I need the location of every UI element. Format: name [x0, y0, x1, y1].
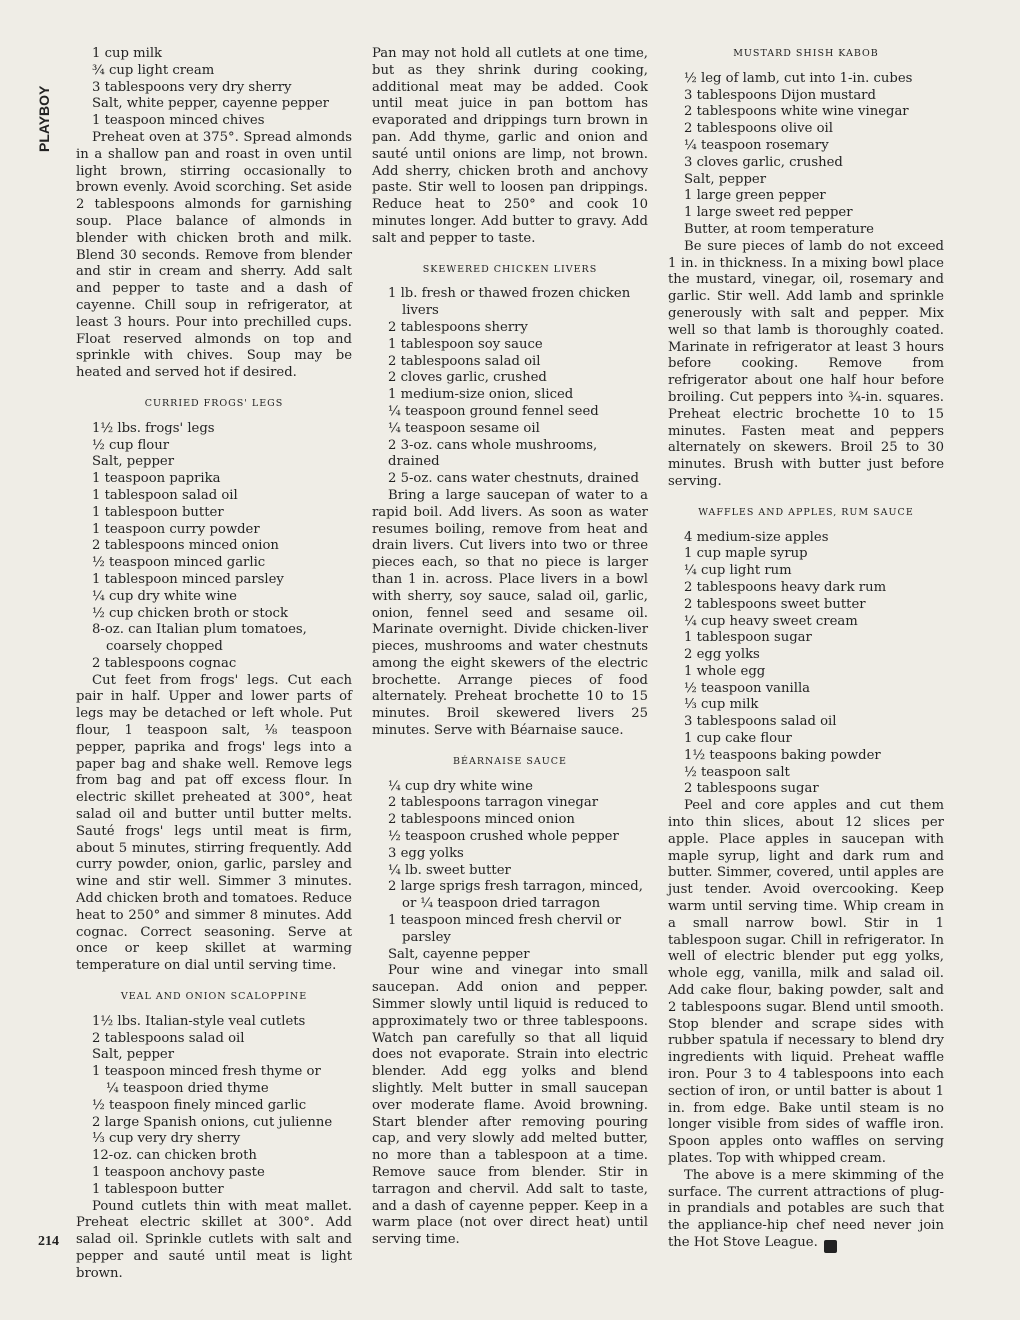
ingredient-list [76, 421, 352, 639]
ingredient-line: ⅓ cup very dry sherry [92, 1131, 241, 1147]
ingredient-line: ½ leg of lamb, cut into 1-in. cubes [684, 70, 913, 86]
ingredient-line: ½ teaspoon minced garlic [92, 555, 266, 571]
ingredient-line: Butter, at room temperature [684, 221, 874, 237]
ingredient-line: Salt, cayenne pepper [388, 946, 530, 962]
ingredient-line: 1 teaspoon minced fresh thyme or [92, 1064, 321, 1080]
ingredient-list [76, 46, 352, 130]
ingredient-line: ¼ teaspoon dried thyme [106, 1081, 269, 1097]
ingredient-line: 1 tablespoon minced parsley [92, 571, 284, 587]
ingredient-line: 2 tablespoons tarragon vinegar [388, 795, 599, 811]
ingredient-line: 2 tablespoons minced onion [92, 538, 279, 554]
ingredient-line: 1 cup cake flour [684, 731, 792, 747]
ingredient-list [76, 1098, 352, 1199]
ingredient-line: 1 medium-size onion, sliced [388, 387, 574, 403]
instructions: Cut feet from frogs' legs. Cut each pair in half. Upper and lower parts of legs may be detached or left whole. Put flour, 1 teaspoon salt, ⅛ teaspoon pepper, paprika and frogs' legs into a paper bag and shake well. Remove legs from bag and pat off excess flour. In electric skillet preheated at 300°, heat salad oil and butter until butter melts. Sauté frogs' legs until meat is firm, about 5 minutes, stirring frequently. Add curry powder, onion, garlic, parsley and wine and stir well. Simmer 3 minutes. Add chicken broth and tomatoes. Reduce heat to 250° and simmer 8 minutes. Add cognac. Correct seasoning. Serve at once or keep skillet at warming temperature on dial until serving time. [76, 672, 352, 974]
ingredient-line: 2 tablespoons minced onion [388, 812, 575, 828]
closing-paragraph [668, 1168, 944, 1253]
ingredient-list [372, 320, 648, 488]
recipe-heading: MUSTARD SHISH KABOB [733, 48, 879, 59]
instructions: Pour wine and vinegar into small saucepan. Add onion and pepper. Simmer slowly until liquid is reduced to approximately two or three tablespoons. Watch pan carefully so that all liquid does not evaporate. Strain into electric blender. Add egg yolks and blend slightly. Melt butter in small saucepan over moderate flame. Avoid browning. Start blender after removing pouring cap, and very slowly add melted butter, no more than a tablespoon at a time. Remove sauce from blender. Stir in tarragon and chervil. Add salt to taste, and a dash of cayenne pepper. Keep in a warm place (not over direct heat) until serving time. [372, 963, 648, 1248]
ingredient-list [76, 1014, 352, 1081]
instructions: Pound cutlets thin with meat mallet. Preheat electric skillet at 300°. Add salad oil. Sprinkle cutlets with salt and pepper and sauté until meat is light brown. [76, 1198, 352, 1281]
ingredient-line: coarsely chopped [106, 639, 223, 655]
ingredient-line: 1 tablespoon butter [92, 504, 224, 520]
ingredient-line: ½ cup chicken broth or stock [92, 605, 288, 621]
recipe-heading: VEAL AND ONION SCALOPPINE [120, 991, 308, 1003]
recipe-heading: SKEWERED CHICKEN LIVERS [422, 263, 598, 275]
ingredient-line: 2 tablespoons white wine vinegar [684, 104, 909, 120]
ingredient-line: 2 tablespoons sherry [388, 319, 528, 335]
ingredient-line: ¼ teaspoon sesame oil [388, 420, 540, 436]
ingredient-line: 1 large sweet red pepper [684, 205, 853, 221]
ingredient-line: Salt, white pepper, cayenne pepper [92, 96, 329, 112]
ingredient-line: 1 tablespoon salad oil [92, 487, 238, 503]
instructions: Pan may not hold all cutlets at one time, but as they shrink during cooking, additional meat may be added. Cook until meat juice in pan bottom has evaporated and drippings turn brown in pan. Add thyme, garlic and onion and sauté until onions are limp, not brown. Add sherry, chicken broth and anchovy paste. Stir well to loosen pan drippings. Reduce heat to 250° and cook 10 minutes longer. Add butter to gravy. Add salt and pepper to taste. [372, 46, 648, 246]
ingredient-line: 1½ teaspoons baking powder [684, 747, 881, 763]
ingredient-list [668, 71, 944, 239]
ingredient-line: ¾ cup light cream [92, 62, 215, 78]
ingredient-line: 1 teaspoon curry powder [92, 521, 260, 537]
ingredient-line: Salt, pepper [92, 1047, 175, 1063]
ingredient-line: 2 tablespoons salad oil [92, 1030, 245, 1046]
ingredient-line: 2 large Spanish onions, cut julienne [92, 1114, 333, 1130]
ingredient-line: 8-oz. can Italian plum tomatoes, [92, 622, 307, 638]
instructions: Bring a large saucepan of water to a rapid boil. Add livers. As soon as water resumes boiling, remove from heat and drain livers. Cut livers into two or three pieces each, so that no piece is larger than 1 in. across. Place livers in a bowl with sherry, soy sauce, salad oil, garlic, onion, fennel seed and sesame oil. Marinate overnight. Divide chicken-liver pieces, mushrooms and water chestnuts among the eight skewers of the electric brochette. Arrange pieces of food alternately. Preheat brochette 10 to 15 minutes. Broil skewered livers 25 minutes. Serve with Béarnaise sauce. [372, 487, 648, 739]
ingredient-line: 1 cup milk [92, 46, 163, 61]
column-3 [668, 46, 944, 1253]
rabbit-logo-icon: ✦ [824, 1240, 837, 1253]
ingredient-line: Salt, pepper [92, 454, 175, 470]
ingredient-line: ½ teaspoon vanilla [684, 680, 811, 696]
ingredient-line: ¼ lb. sweet butter [388, 862, 511, 878]
masthead: PLAYBOY [36, 85, 52, 153]
ingredient-list [668, 530, 944, 799]
ingredient-line: 4 medium-size apples [684, 529, 829, 545]
recipe-heading: WAFFLES AND APPLES, RUM SAUCE [698, 506, 914, 518]
instructions: Peel and core apples and cut them into thin slices, about 12 slices per apple. Place apples in saucepan with maple syrup, light and dark rum and butter. Simmer, covered, until apples are just tender. Avoid overcooking. Keep warm until serving time. Whip cream in a small narrow bowl. Stir in 1 tablespoon sugar. Chill in refrigerator. In well of electric blender put egg yolks, whole egg, vanilla, milk and salad oil. Add cake flour, baking powder, salt and 2 tablespoons sugar. Blend until smooth. Stop blender and scrape sides with rubber spatula if necessary to blend dry ingredients with liquid. Preheat waffle iron. Pour 3 to 4 tablespoons into each section of iron, or until batter is about 1 in. from edge. Bake until steam is no longer visible from sides of waffle iron. Spoon apples onto waffles on serving plates. Top with whipped cream. [668, 798, 944, 1166]
ingredient-line: 1 teaspoon paprika [92, 471, 221, 487]
ingredient-line: 1 whole egg [684, 663, 766, 679]
ingredient-line: 3 tablespoons very dry sherry [92, 79, 292, 95]
ingredient-line: 1½ lbs. frogs' legs [92, 420, 215, 436]
ingredient-line: 2 cloves garlic, crushed [388, 370, 547, 386]
page-number: 214 [38, 1234, 59, 1249]
ingredient-line: 1 teaspoon anchovy paste [92, 1165, 265, 1180]
ingredient-line: 12-oz. can chicken broth [92, 1148, 257, 1164]
ingredient-line: 1 lb. fresh or thawed frozen chicken [388, 286, 631, 302]
ingredient-line: ½ teaspoon crushed whole pepper [388, 829, 619, 845]
instructions: Be sure pieces of lamb do not exceed 1 in. in thickness. In a mixing bowl place the mustard, vinegar, oil, rosemary and garlic. Stir well. Add lamb and sprinkle generously with salt and pepper. Mix well so that lamb is thoroughly coated. Marinate in refrigerator at least 3 hours before cooking. Remove from refrigerator about one half hour before broiling. Cut peppers into ¾-in. squares. Preheat electric brochette 10 to 15 minutes. Fasten meat and peppers alternately on skewers. Broil 25 to 30 minutes. Brush with butter just before serving. [668, 238, 944, 489]
column-2 [372, 46, 648, 1249]
ingredient-line: ½ teaspoon salt [684, 764, 790, 780]
ingredient-line: ½ cup flour [92, 437, 170, 453]
recipe-heading: CURRIED FROGS' LEGS [144, 397, 284, 409]
ingredient-line: 2 large sprigs fresh tarragon, minced, [388, 879, 643, 895]
ingredient-line: 2 tablespoons sweet butter [684, 596, 866, 612]
ingredient-line: 3 cloves garlic, crushed [684, 154, 843, 170]
ingredient-line: 3 egg yolks [388, 845, 464, 861]
ingredient-line: 2 egg yolks [684, 647, 760, 663]
closing-text: The above is a mere skimming of the surface. The current attractions of plug-in prandials and potables are such that the appliance-hip chef need never join the Hot Stove League. [668, 1167, 944, 1250]
ingredient-line: ¼ teaspoon ground fennel seed [388, 403, 599, 419]
ingredient-line: ¼ cup dry white wine [388, 778, 533, 794]
recipe-heading: BÉARNAISE SAUCE [453, 755, 567, 767]
ingredient-line: ⅓ cup milk [684, 697, 759, 713]
ingredient-line: 2 tablespoons heavy dark rum [684, 579, 887, 595]
ingredient-line: 3 tablespoons Dijon mustard [684, 87, 876, 103]
column-1 [76, 46, 352, 1283]
ingredient-line: 3 tablespoons salad oil [684, 714, 837, 730]
ingredient-line: Salt, pepper [684, 171, 767, 187]
ingredient-line: 1½ lbs. Italian-style veal cutlets [92, 1013, 306, 1029]
ingredient-line: 1 large green pepper [684, 188, 826, 204]
ingredient-line: 1 tablespoon sugar [684, 630, 812, 646]
ingredient-line: 2 tablespoons sugar [684, 781, 819, 797]
ingredient-line: 2 tablespoons cognac [92, 655, 237, 671]
ingredient-line: 1 teaspoon minced fresh chervil or [388, 913, 622, 929]
ingredient-line: ¼ cup light rum [684, 563, 792, 579]
ingredient-line: parsley [402, 929, 451, 945]
ingredient-line: 2 3-oz. cans whole mushrooms, drained [388, 437, 598, 470]
ingredient-line: 2 5-oz. cans water chestnuts, drained [388, 471, 639, 487]
ingredient-line: 2 tablespoons salad oil [388, 353, 541, 369]
ingredient-line: 2 tablespoons olive oil [684, 121, 833, 137]
ingredient-line: 1 teaspoon minced chives [92, 113, 265, 129]
ingredient-line: or ¼ teaspoon dried tarragon [402, 896, 601, 912]
ingredient-list [372, 779, 648, 897]
ingredient-line: livers [402, 303, 439, 319]
ingredient-line: ¼ cup heavy sweet cream [684, 613, 858, 629]
ingredient-line: ¼ cup dry white wine [92, 588, 237, 604]
ingredient-line: ½ teaspoon finely minced garlic [92, 1097, 307, 1113]
ingredient-line: ¼ teaspoon rosemary [684, 137, 829, 153]
ingredient-line: 1 cup maple syrup [684, 546, 808, 562]
ingredient-line: 1 tablespoon butter [92, 1181, 224, 1197]
instructions: Preheat oven at 375°. Spread almonds in a shallow pan and roast in oven until light brown, stirring occasionally to brown evenly. Avoid scorching. Set aside 2 tablespoons almonds for garnishing soup. Place balance of almonds in blender with chicken broth and milk. Blend 30 seconds. Remove from blender and stir in cream and sherry. Add salt and pepper to taste and a dash of cayenne. Chill soup in refrigerator, at least 3 hours. Pour into prechilled cups. Float reserved almonds on top and sprinkle with chives. Soup may be heated and served hot if desired. [76, 129, 352, 381]
ingredient-line: 1 tablespoon soy sauce [388, 336, 543, 352]
